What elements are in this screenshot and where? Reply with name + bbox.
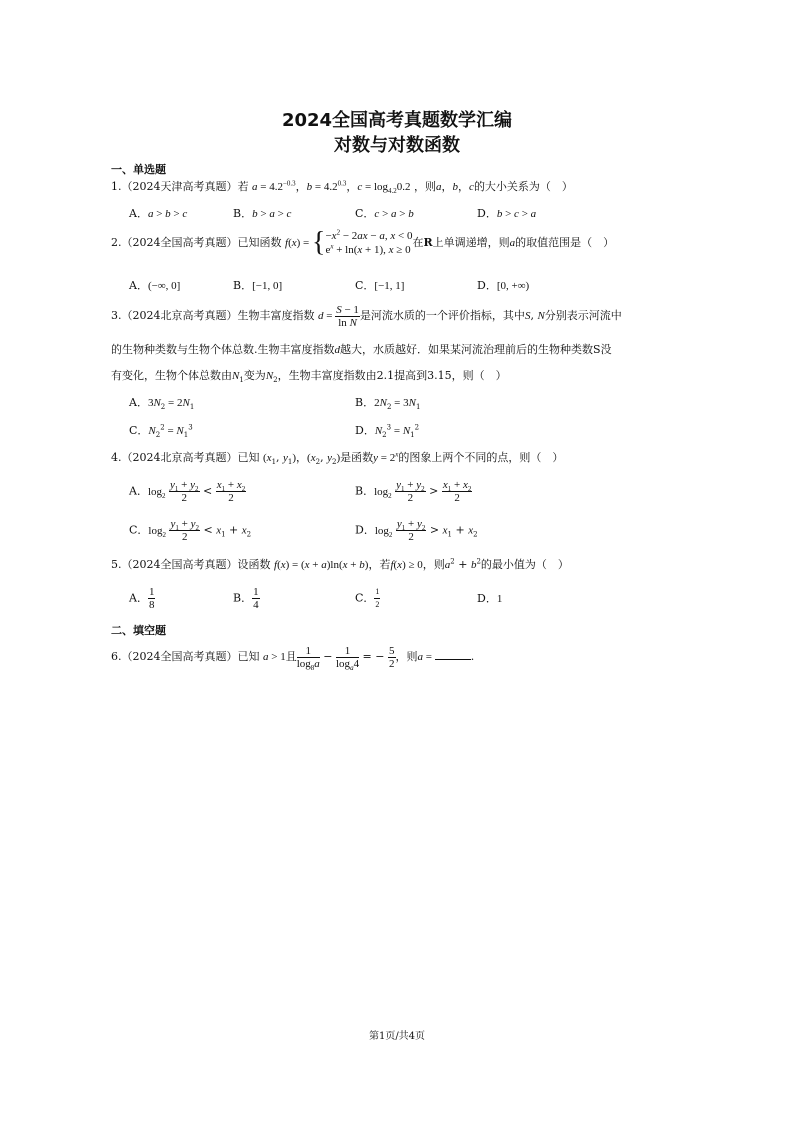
page-subtitle: 对数与对数函数 xyxy=(334,135,460,156)
q4-option-b[interactable]: B．$\log_2$ $\frac{y_1 + y_2}{2}$ > $\frac{x_1 + x_2}{2}$ xyxy=(355,479,472,504)
question-2: 2.（2024全国高考真题）已知函数 f(x) = { $-x^2 - 2ax - a$, x < 0 $e^x + \ln(x + 1)$, x ≥ 0 在R上单调递增，则a的取值范围是（ ） xyxy=(111,227,615,258)
section-single-choice: 一、单选题 xyxy=(111,163,166,176)
q2-option-c[interactable]: C．[−1, 1] xyxy=(355,279,405,292)
question-3-line-2: 的生物种类数与生物个体总数.生物丰富度指数d越大，水质越好．如果某河流治理前后的生物种类数S没 xyxy=(111,343,612,356)
q3-option-b[interactable]: B．$2N_2 = 3N_1$ xyxy=(355,396,421,412)
question-3: 3.（2024北京高考真题）生物丰富度指数 d = $\frac{S - 1}{\text{ln N}}$ 是河流水质的一个评价指标，其中S, N分别表示河流中 xyxy=(111,303,622,329)
q6-answer-blank[interactable] xyxy=(435,649,471,660)
q2-option-d[interactable]: D．[0, +∞) xyxy=(477,279,530,292)
q3-option-d[interactable]: D．$N_2^3 = N_1^2$ xyxy=(355,423,420,440)
q1-option-c[interactable]: C．c > a > b xyxy=(355,207,414,220)
q4-option-c[interactable]: C．$\log_2$ $\frac{y_1 + y_2}{2}$ < $x_1 + x_2$ xyxy=(129,518,252,543)
q1-option-d[interactable]: D．b > c > a xyxy=(477,207,537,220)
q5-option-a[interactable]: A． $\frac{1}{8}$ xyxy=(129,586,155,611)
question-4: 4.（2024北京高考真题）已知 ($x_1$, $y_1$)，($x_2$, $y_2$)是函数$y = 2^x$的图象上两个不同的点，则（ ） xyxy=(111,450,564,467)
page-footer: 第1页/共4页 xyxy=(368,1031,426,1042)
q2-option-b[interactable]: B．[−1, 0] xyxy=(233,279,283,292)
q4-option-a[interactable]: A．$\log_2$ $\frac{y_1 + y_2}{2}$ < $\frac{x_1 + x_2}{2}$ xyxy=(129,479,246,504)
q1-option-a[interactable]: A．a > b > c xyxy=(129,207,188,220)
q5-option-b[interactable]: B． $\frac{1}{4}$ xyxy=(233,586,259,611)
question-6: 6.（2024全国高考真题）已知 a > 1且 $\frac{1}{\log_8a}$ − $\frac{1}{\log_a4}$ = − $\frac{5}{2}$ ，则a = . xyxy=(111,644,475,672)
question-5: 5.（2024全国高考真题）设函数 f(x) = (x + a)ln(x + b)，若f(x) ≥ 0，则$a^2 + b^2$的最小值为（ ） xyxy=(111,557,569,571)
question-3-line-3: 有变化，生物个体总数由$N_1$变为$N_2$，生物丰富度指数由2.1提高到3.15，则（ ） xyxy=(111,369,507,385)
q5-option-c[interactable]: C． $\frac{1}{2}$ xyxy=(355,587,380,609)
q5-option-d[interactable]: D．1 xyxy=(477,592,503,605)
q1-option-b[interactable]: B．b > a > c xyxy=(233,207,292,220)
q3-option-a[interactable]: A．$3N_2 = 2N_1$ xyxy=(129,396,195,412)
q3-option-c[interactable]: C．$N_2^2 = N_1^3$ xyxy=(129,423,193,440)
question-1: 1.（2024天津高考真题）若 $a = 4.2^{-0.3}$，$b = 4.2^{0.3}$，$c = \log_{4.2}0.2$ ，则a，b，c的大小关系为（ ） xyxy=(111,179,573,196)
section-fill-in: 二、填空题 xyxy=(111,624,166,637)
page-title: 2024全国高考真题数学汇编 xyxy=(281,110,513,131)
q4-option-d[interactable]: D．$\log_2$ $\frac{y_1 + y_2}{2}$ > $x_1 + x_2$ xyxy=(355,518,478,543)
q2-option-a[interactable]: A．(−∞, 0] xyxy=(129,279,181,292)
